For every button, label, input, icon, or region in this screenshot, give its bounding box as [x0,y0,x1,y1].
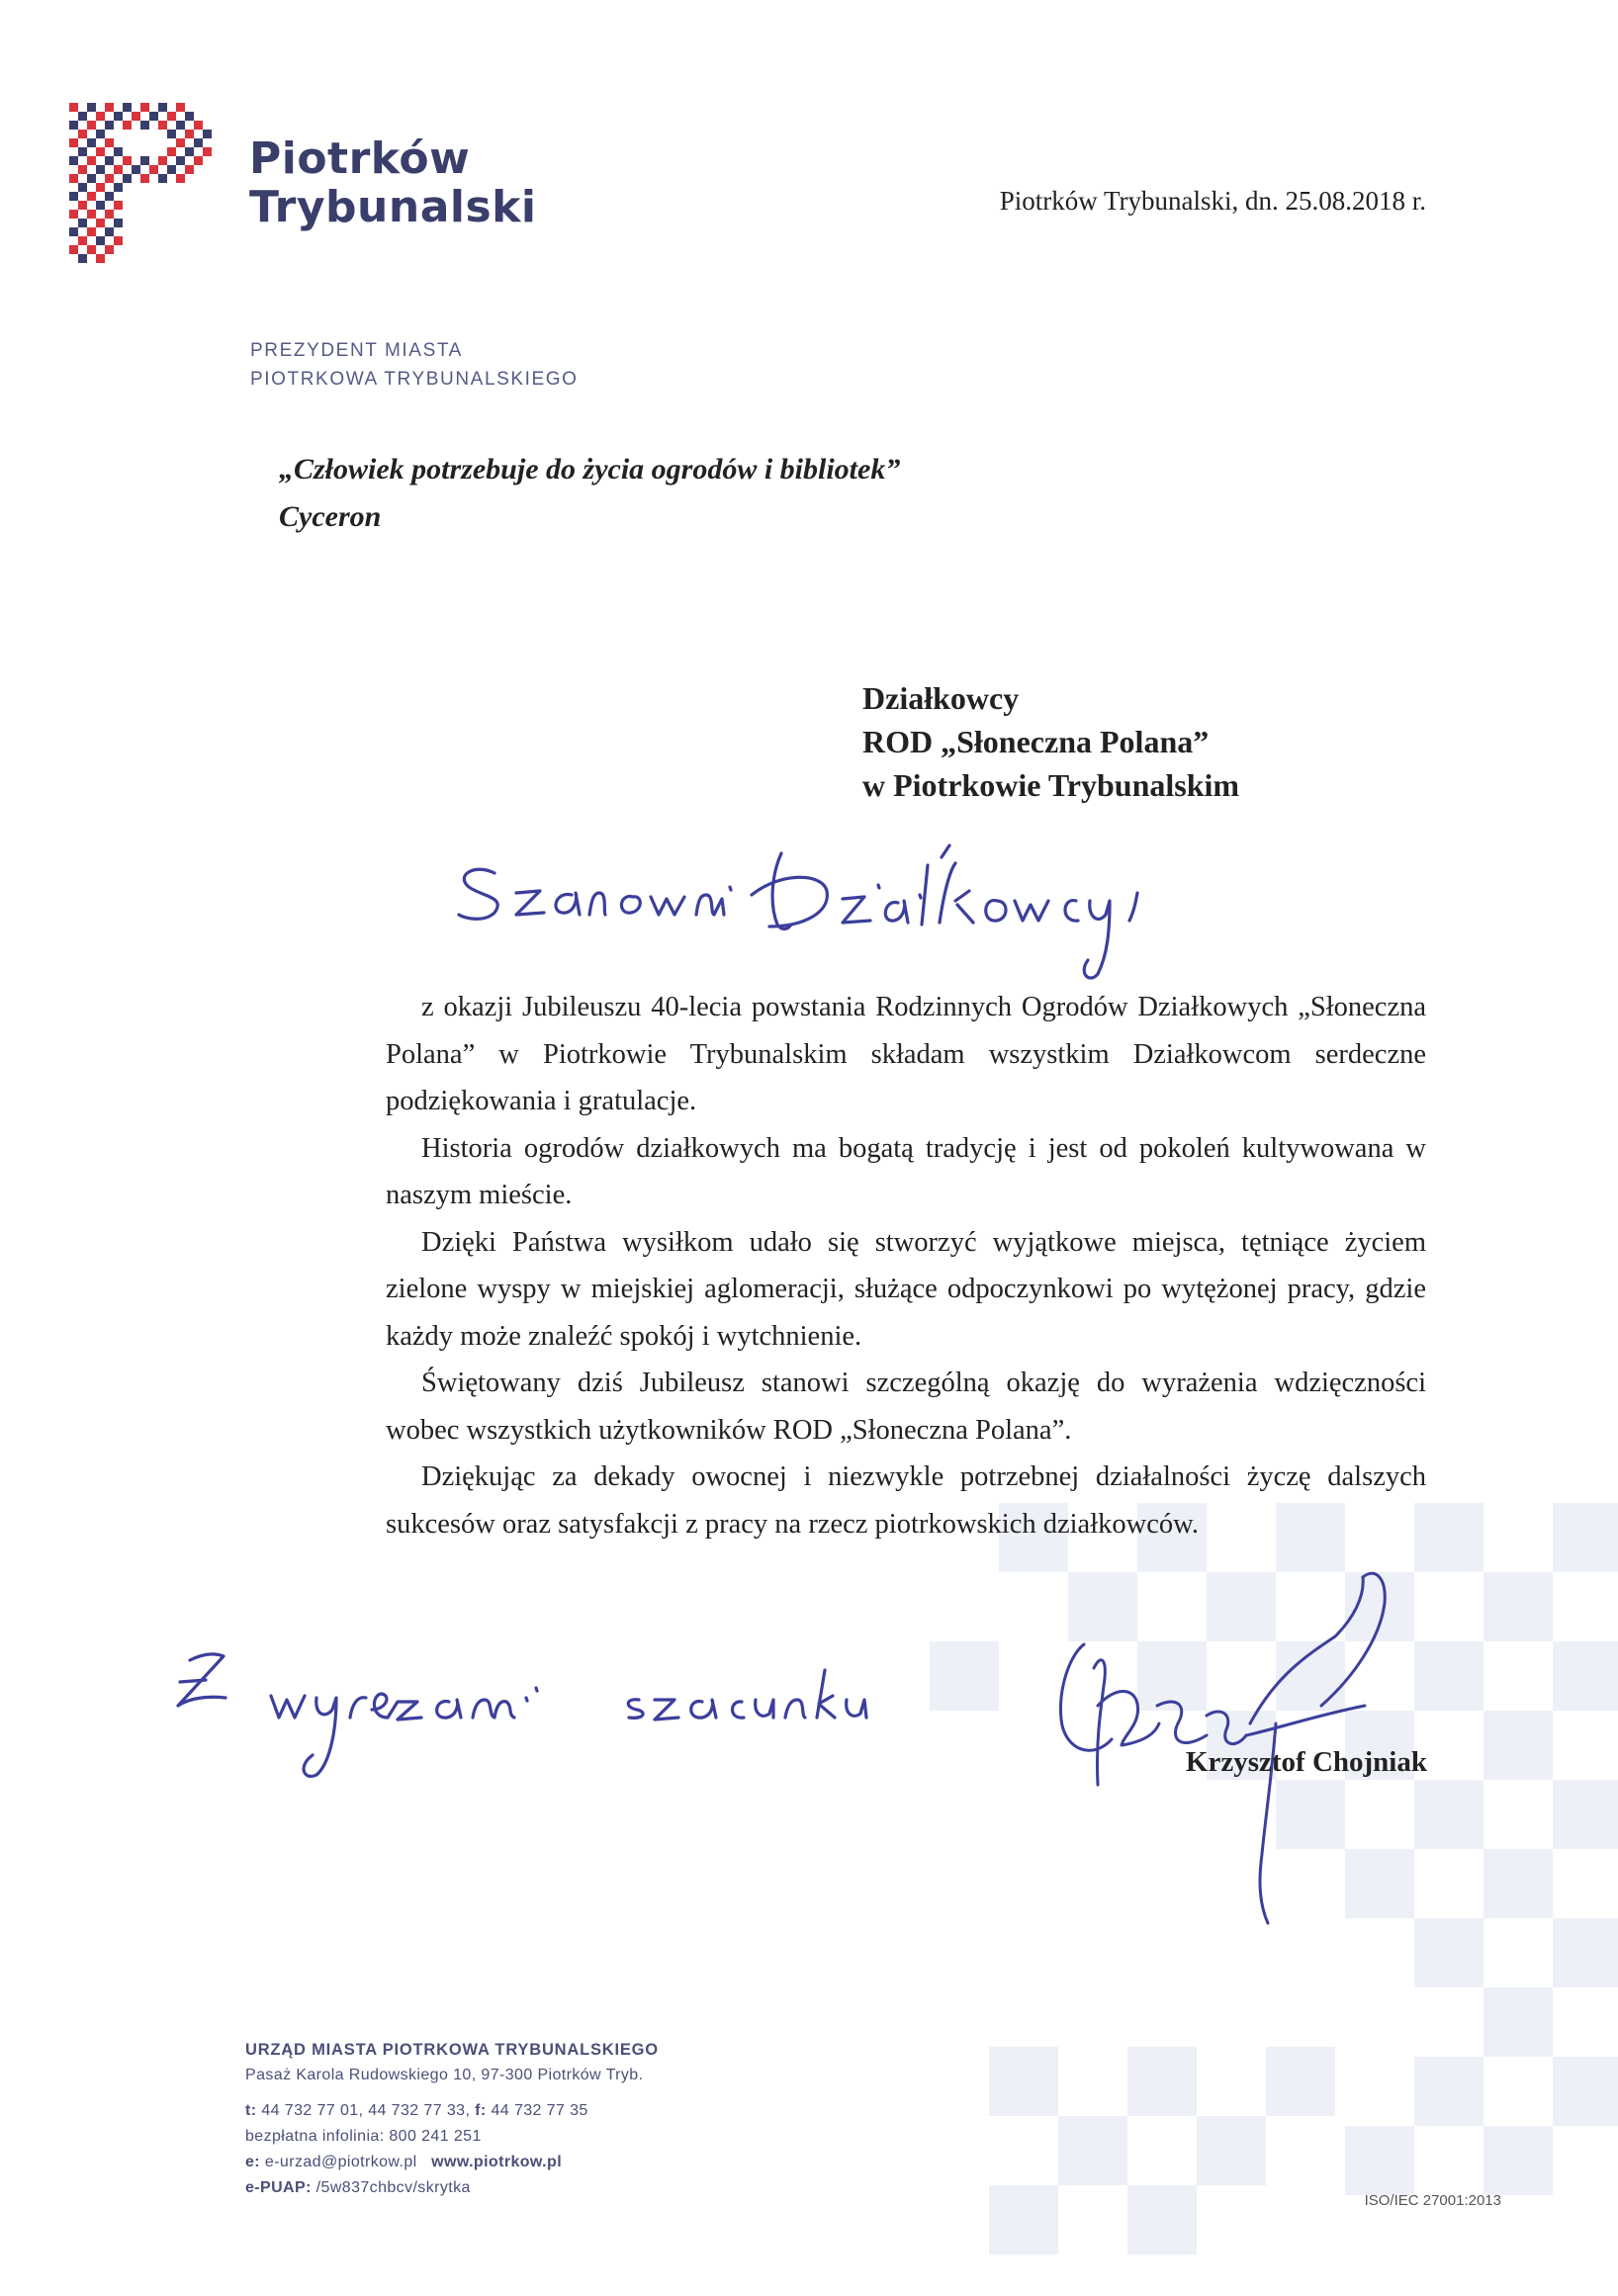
footer-phones [245,2102,588,2120]
recipient-line2: ROD „Słoneczna Polana” [862,724,1210,759]
epuap-address: /5w837chbcv/skrytka [315,2179,471,2196]
fax-label: f: [475,2102,487,2119]
recipient-line1: Działkowcy [862,680,1020,716]
recipient-line3: w Piotrkowie Trybunalskim [862,767,1240,803]
email-label: e: [245,2154,261,2170]
phone-numbers: 44 732 77 01, 44 732 77 33, [261,2102,471,2119]
body-paragraph: Dzięki Państwa wysiłkom udało się stworzyć wyjątkowe miejsca, tętniące życiem zielone wyspy w miejskiej aglomeracji, służące odpoczynkowi po wytężonej pracy, gdzie każdy może znaleźć spokój i wytchnienie. [386,1226,1426,1352]
office-title-line1: PREZYDENT MIASTA [250,340,463,361]
footer-epuap [245,2179,471,2197]
phone-label: t: [245,2102,257,2119]
handwritten-salutation [455,836,1404,984]
footer-office-name: URZĄD MIASTA PIOTRKOWA TRYBUNALSKIEGO [245,2041,659,2059]
city-logo-icon [69,103,216,263]
brand-name-line2: Trybunalski [249,182,537,232]
body-paragraph: Dziękując za dekady owocnej i niezwykle potrzebnej działalności życzę dalszych sukcesów oraz satysfakcji z pracy na rzecz piotrkowskich działkowców. [386,1461,1426,1540]
website-link[interactable]: www.piotrkow.pl [431,2154,563,2170]
letter-date: Piotrków Trybunalski, dn. 25.08.2018 r. [999,186,1426,216]
brand-name-line1: Piotrków [249,133,471,184]
quote-author: Cyceron [279,500,382,533]
letter-body [386,984,1426,1547]
fax-number: 44 732 77 35 [491,2102,588,2119]
handwritten-closing [168,1627,940,1795]
quote-text: „Człowiek potrzebuje do życia ogrodów i bibliotek” [279,453,901,486]
signer-name: Krzysztof Chojniak [1185,1746,1427,1778]
iso-certificate: ISO/IEC 27001:2013 [1364,2192,1501,2209]
body-paragraph: Historia ogrodów działkowych ma bogatą tradycję i jest od pokoleń kultywowana w naszym mieście. [386,1132,1426,1210]
body-paragraph: Świętowany dziś Jubileusz stanowi szczególną okazję do wyrażenia wdzięczności wobec wszystkich użytkowników ROD „Słoneczna Polana”. [386,1368,1426,1446]
email-link[interactable]: e-urzad@piotrkow.pl [264,2154,417,2170]
footer-contact [245,2154,562,2171]
epuap-label: e-PUAP: [245,2179,312,2196]
body-paragraph: z okazji Jubileuszu 40-lecia powstania Rodzinnych Ogrodów Działkowych „Słoneczna Polana” w Piotrkowie Trybunalskim składam wszystkim Działkowcom serdeczne podziękowania i gratulacje. [386,992,1426,1116]
footer-infoline: bezpłatna infolinia: 800 241 251 [245,2128,482,2145]
footer-address: Pasaż Karola Rudowskiego 10, 97-300 Piotrków Tryb. [245,2067,644,2083]
office-title-line2: PIOTRKOWA TRYBUNALSKIEGO [250,369,579,390]
